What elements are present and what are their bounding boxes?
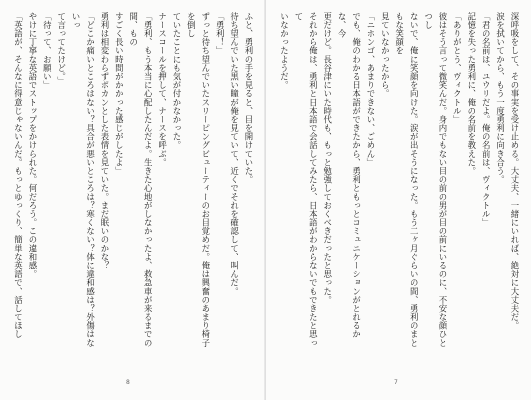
text-line: それから俺は、勇利と日本語で会話してみたら、日本語がわからないでもできたと思って — [293, 12, 319, 348]
text-line: 「勇利、もう本当に心配したんだよ。生きた心地がしなかったよ、救急車が来るまでの間、もの — [128, 12, 154, 348]
text-line: 待ち望んでいた黒い瞳が俺を見ていて、近くでそれを確認して、叫んだ。 — [229, 12, 240, 296]
text-line: でも、俺のわかる日本語ができたから、勇利ともっとコミュニケーションがとれるかな、今 — [337, 12, 362, 339]
right-page-text — [278, 12, 522, 350]
text-line: 「ありがとう、ヴィクトル」 — [452, 12, 463, 124]
text-line: 「君の名前は、ユウリだよ。俺の名前は、ヴィクトル」 — [481, 12, 492, 227]
text-line: すごく長い時間がかかった感じがしたよ」 — [114, 12, 125, 176]
text-line: 「どこか痛いところはない？具合が悪いところは？寒くない？体に違和感は？外傷はないっ — [71, 12, 96, 348]
text-line: 更だけど。長谷津にいた時代も、もっと勉強しておくべきだったと思った。 — [322, 12, 333, 305]
text-line: ナースコールを押して、ナースを呼ぶ。 — [157, 12, 168, 167]
page-number-left: 8 — [126, 379, 130, 386]
text-line: 「ニホンゴ、あまりできない、ごめん」 — [365, 12, 376, 167]
left-page-text — [10, 12, 256, 350]
text-line: て言ってたけど。」 — [56, 12, 67, 86]
text-line: いなかったようだ。 — [279, 12, 290, 90]
text-line: 「待って、お願い」 — [42, 12, 53, 90]
text-line: 見ていなかったから。 — [380, 12, 391, 98]
text-line: 深呼吸をして、その事実を受け止める。大丈夫、一緒にいれば、絶対に大丈夫だ。 — [510, 12, 520, 330]
text-line: ていたことにも気が付かなかった。 — [171, 12, 182, 150]
text-line: ずっと待ち望んでいたスリーピングビューティーのお目覚めだ。俺は興奮のあまり椅子を倒し — [186, 12, 211, 348]
text-line: 記憶を失った勇利に、俺の名前を教えた。 — [466, 12, 477, 176]
text-line: 「勇利！」 — [215, 12, 226, 55]
text-line: 涙を拭いてから、もう一度勇利に向き合う。 — [495, 12, 506, 184]
text-line: 勇利は相変わらずポカンとした表情を見ていた。まだ眠いのかな？ — [99, 12, 110, 270]
text-line: 彼はそう言って微笑んだ。身内でもない目の前の男が目の前にいるのに、不安な顔ひとつし — [423, 12, 448, 348]
text-line: やけに丁寧な英語でストップをかけられた。何だろう。この違和感。 — [27, 12, 38, 279]
left-page — [0, 0, 265, 400]
text-line: ふと、勇利の手を見ると、目を開けていた。 — [244, 12, 254, 184]
page-number-right: 7 — [394, 379, 398, 386]
right-page — [266, 0, 531, 400]
text-line: 「英語が、そんなに得意じゃないんだ。もっとゆっくり、簡単な英語で、話してほし — [13, 12, 24, 339]
text-line: ないで、俺に笑顔を向けた。涙が出そうになった。もう二ヶ月ぐらいの間、勇利のまともな笑顔を — [394, 12, 420, 348]
